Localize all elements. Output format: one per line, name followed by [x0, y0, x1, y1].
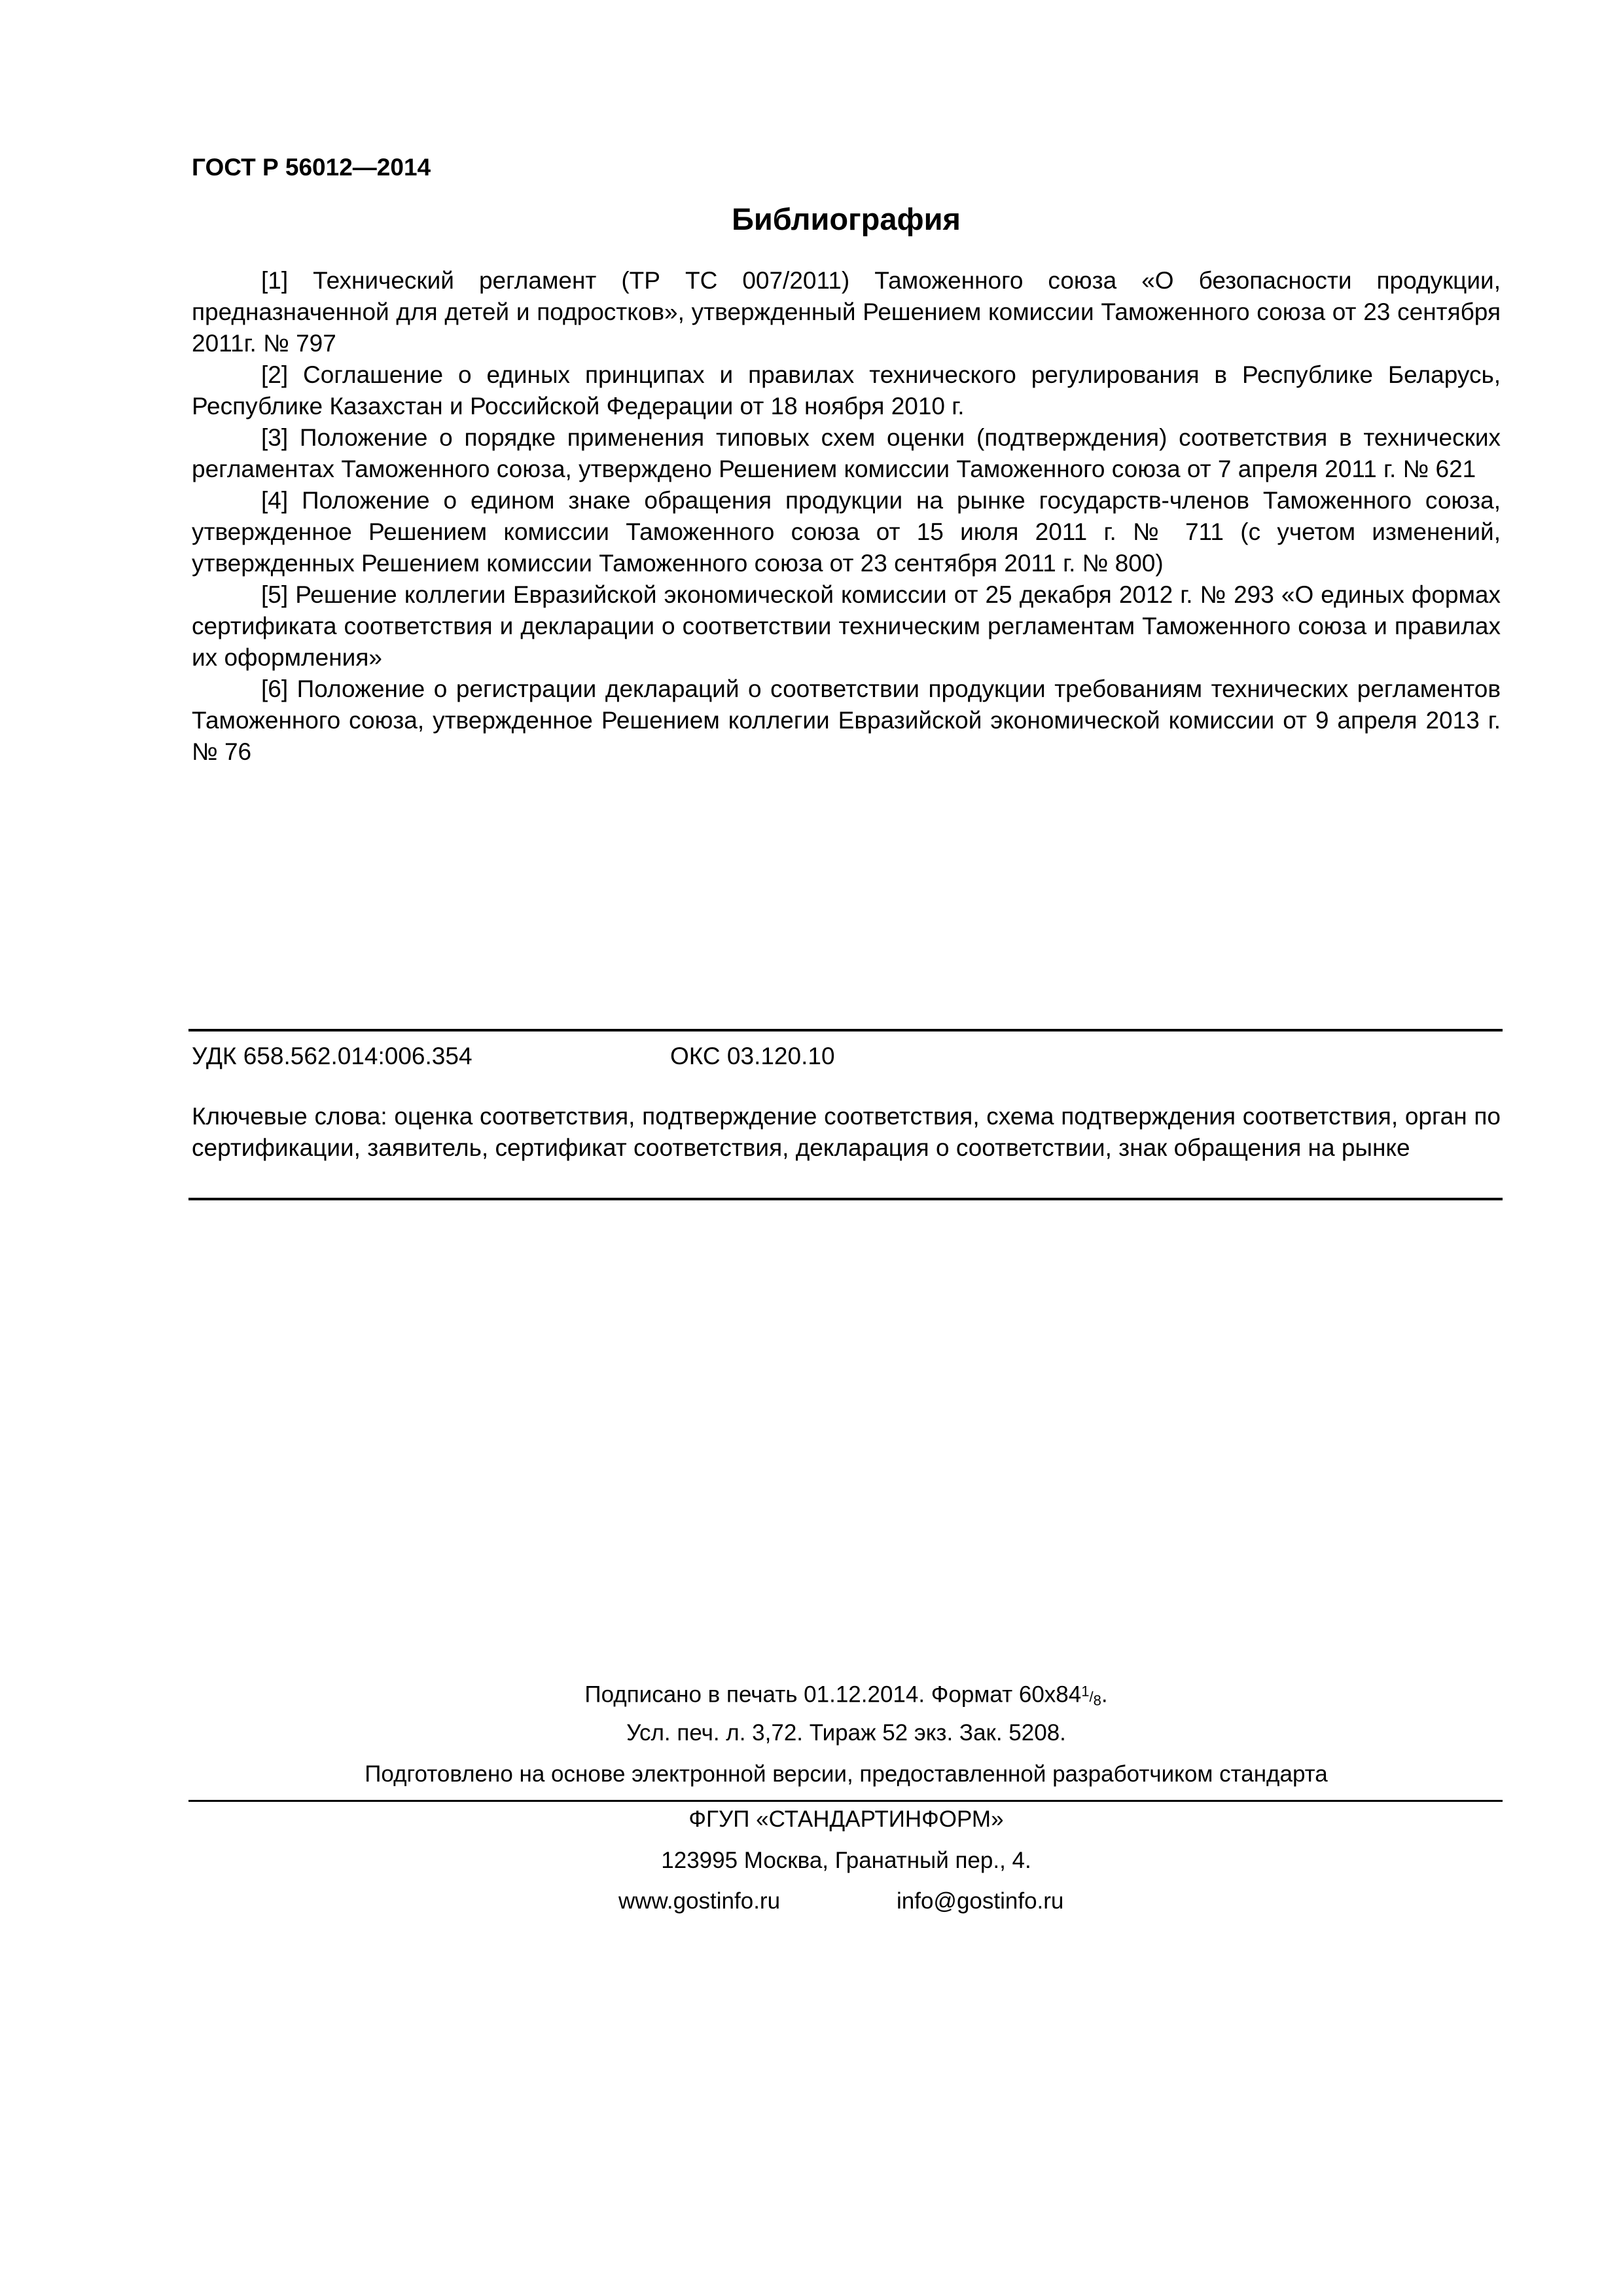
publisher-email: info@gostinfo.ru [897, 1888, 1064, 1914]
bibliography-title: Библиография [732, 202, 961, 236]
signed-text: Подписано в печать 01.12.2014. Формат 60х84 [584, 1681, 1082, 1708]
format-fraction: 1/8 [1081, 1683, 1101, 1709]
signed-for-print [192, 1677, 1501, 1716]
bibliography-entry-3: [3] Положение о порядке применения типовых схем оценки (подтверждения) соответствия в технических регламентах Таможенного союза, утверждено Решением комиссии Таможенного союза от 7 апреля 2011 г. № 621 [192, 424, 1501, 482]
keywords: Ключевые слова: оценка соответствия, подтверждение соответствия, схема подтверждения соответствия, орган по сертификации, заявитель, сертификат соответствия, декларация о соответствии, знак обращения на рынке [192, 1103, 1501, 1161]
document-code: ГОСТ Р 56012—2014 [192, 154, 431, 181]
bibliography-entry-6: [6] Положение о регистрации деклараций о соответствии продукции требованиям технических регламентов Таможенного союза, утвержденное Решением коллегии Евразийской экономической комиссии от 9 апреля 2013 г. № 76 [192, 675, 1501, 765]
publisher-website: www.gostinfo.ru [618, 1888, 781, 1914]
bibliography-entry-1: [1] Технический регламент (ТР ТС 007/2011) Таможенного союза «О безопасности продукции, предназначенной для детей и подростков», утвержденный Решением комиссии Таможенного союза от 23 сентября 2011г. № 797 [192, 267, 1501, 357]
bibliography-entry-4: [4] Положение о едином знаке обращения продукции на рынке государств-членов Таможенного союза, утвержденное Решением комиссии Таможенного союза от 15 июля 2011 г. № 711 (с учетом изменений, утвержденных Решением комиссии Таможенного союза от 23 сентября 2011 г. № 800) [192, 487, 1501, 577]
classification-top-rule [188, 1029, 1503, 1031]
print-details: Усл. печ. л. 3,72. Тираж 52 экз. Зак. 5208. [626, 1720, 1066, 1746]
format-denominator: 8 [1093, 1692, 1101, 1709]
imprint-rule [188, 1800, 1503, 1802]
oks-code: ОКС 03.120.10 [670, 1043, 835, 1069]
classification-codes [192, 1041, 1501, 1072]
bibliography-entry-5: [5] Решение коллегии Евразийской экономической комиссии от 25 декабря 2012 г. № 293 «О единых формах сертификата соответствия и декларации о соответствии техническим регламентам Таможенного союза и правилах их оформления» [192, 581, 1501, 671]
udk-code: УДК 658.562.014:006.354 [192, 1043, 473, 1069]
publisher-name: ФГУП «СТАНДАРТИНФОРМ» [688, 1806, 1004, 1832]
prepared-note: Подготовлено на основе электронной версии, предоставленной разработчиком стандарта [365, 1761, 1328, 1787]
classification-bottom-rule [188, 1198, 1503, 1200]
format-suffix: . [1101, 1681, 1108, 1708]
publisher-address: 123995 Москва, Гранатный пер., 4. [661, 1848, 1031, 1873]
format-numerator: 1 [1081, 1683, 1090, 1700]
bibliography-list [192, 265, 1501, 768]
bibliography-entry-2: [2] Соглашение о единых принципах и правилах технического регулирования в Республике Беларусь, Республике Казахстан и Российской Федерации от 18 ноября 2010 г. [192, 361, 1501, 420]
